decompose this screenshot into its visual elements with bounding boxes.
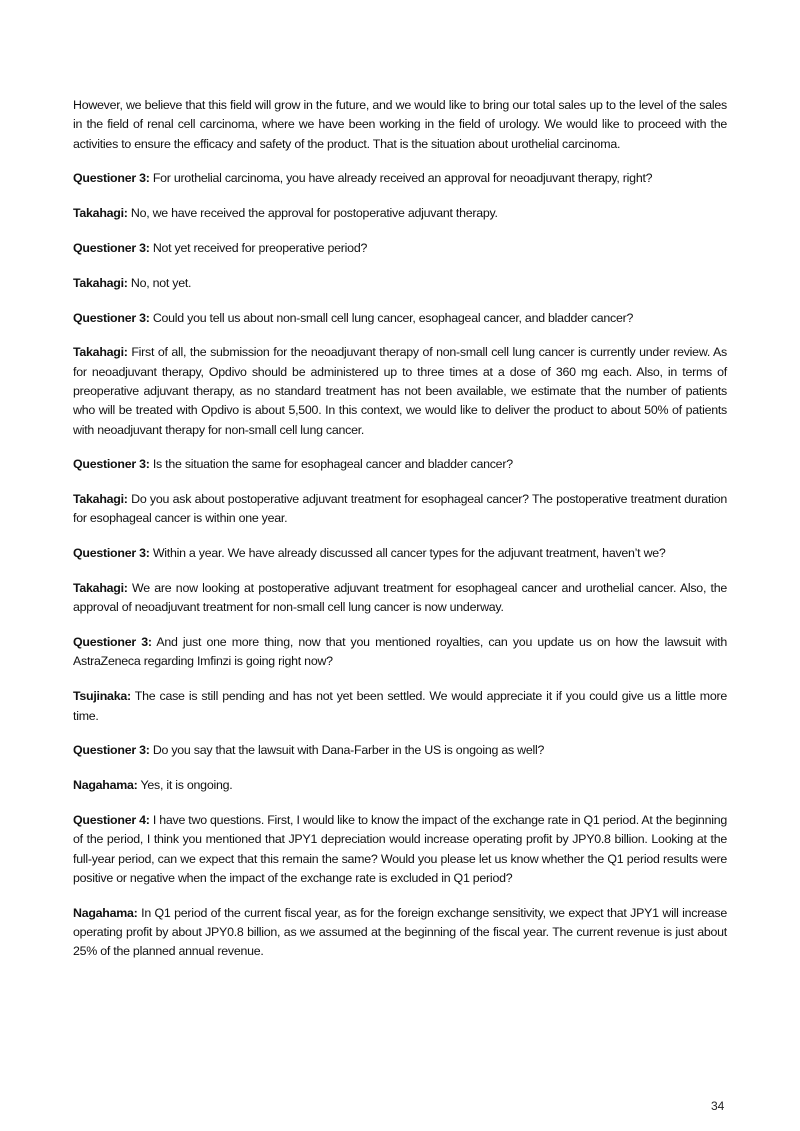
paragraph-text: Is the situation the same for esophageal cancer and bladder cancer? — [149, 457, 513, 472]
speaker-label: Tsujinaka: — [73, 689, 131, 704]
paragraph-text: Within a year. We have already discussed all cancer types for the adjuvant treatment, haven’t we? — [149, 546, 666, 561]
paragraph-text: Yes, it is ongoing. — [137, 778, 233, 793]
paragraph-answer — [73, 204, 727, 223]
page-number: 34 — [711, 1099, 725, 1113]
speaker-label: Takahagi: — [73, 581, 128, 596]
paragraph-answer — [73, 579, 727, 618]
paragraph-text: Do you ask about postoperative adjuvant treatment for esophageal cancer? The postoperative treatment duration for esophageal cancer is within one year. — [73, 492, 727, 526]
speaker-label: Questioner 3: — [73, 635, 152, 650]
paragraph-intro — [73, 96, 727, 154]
paragraph-questioner — [73, 741, 727, 760]
paragraph-answer — [73, 343, 727, 439]
paragraph-text: However, we believe that this field will grow in the future, and we would like to bring our total sales up to the level of the sales in the field of renal cell carcinoma, where we have been working in the field of urology. We would like to proceed with the activities to ensure the efficacy and safety of the product. That is the situation about urothelial carcinoma. — [73, 98, 727, 151]
paragraph-text: We are now looking at postoperative adjuvant treatment for esophageal cancer and urothelial cancer. Also, the approval of neoadjuvant treatment for non-small cell lung cancer is now underway. — [73, 581, 727, 615]
paragraph-answer — [73, 687, 727, 726]
paragraph-answer — [73, 274, 727, 293]
paragraph-text: Do you say that the lawsuit with Dana-Farber in the US is ongoing as well? — [149, 743, 545, 758]
speaker-label: Takahagi: — [73, 345, 128, 360]
speaker-label: Takahagi: — [73, 206, 128, 221]
paragraph-answer — [73, 490, 727, 529]
speaker-label: Questioner 3: — [73, 546, 150, 561]
speaker-label: Questioner 3: — [73, 743, 150, 758]
paragraph-text: No, not yet. — [127, 275, 192, 290]
paragraph-questioner — [73, 239, 727, 258]
speaker-label: Nagahama: — [73, 905, 138, 920]
paragraph-text: Not yet received for preoperative period? — [149, 240, 368, 255]
speaker-label: Questioner 4: — [73, 812, 150, 827]
paragraph-answer — [73, 776, 727, 795]
paragraph-questioner — [73, 633, 727, 672]
speaker-label: Questioner 3: — [73, 171, 150, 186]
speaker-label: Takahagi: — [73, 492, 128, 507]
speaker-label: Questioner 3: — [73, 310, 150, 325]
document-body — [73, 96, 727, 962]
paragraph-text: The case is still pending and has not yet been settled. We would appreciate it if you could give us a little more time. — [73, 689, 727, 723]
paragraph-questioner — [73, 811, 727, 888]
paragraph-questioner — [73, 169, 727, 188]
paragraph-text: I have two questions. First, I would like to know the impact of the exchange rate in Q1 period. At the beginning of the period, I think you mentioned that JPY1 depreciation would increase operating profit by JPY0.8 billion. Looking at the full-year period, can we expect that this remain the same? Would you please let us know whether the Q1 period results were positive or negative when the impact of the exchange rate is excluded in Q1 period? — [73, 812, 727, 885]
paragraph-answer — [73, 904, 727, 962]
paragraph-text: For urothelial carcinoma, you have already received an approval for neoadjuvant therapy, right? — [149, 171, 653, 186]
paragraph-questioner — [73, 455, 727, 474]
paragraph-text: In Q1 period of the current fiscal year, as for the foreign exchange sensitivity, we expect that JPY1 will increase operating profit by about JPY0.8 billion, as we assumed at the beginning of the fiscal year. The current revenue is just about 25% of the planned annual revenue. — [73, 905, 727, 959]
paragraph-text: Could you tell us about non-small cell lung cancer, esophageal cancer, and bladder cancer? — [149, 310, 634, 325]
speaker-label: Questioner 3: — [73, 240, 150, 255]
paragraph-text: First of all, the submission for the neoadjuvant therapy of non-small cell lung cancer is currently under review. As for neoadjuvant therapy, Opdivo should be administered up to three times at a dose of 360 mg each. Also, in terms of preoperative adjuvant therapy, as no standard treatment has not been available, we estimate that the number of patients who will be treated with Opdivo is about 5,500. In this context, we would like to deliver the product to about 50% of patients with neoadjuvant therapy for non-small cell lung cancer. — [73, 345, 727, 437]
paragraph-text: No, we have received the approval for postoperative adjuvant therapy. — [127, 206, 498, 221]
paragraph-text: And just one more thing, now that you mentioned royalties, can you update us on how the lawsuit with AstraZeneca regarding Imfinzi is going right now? — [73, 635, 727, 669]
speaker-label: Nagahama: — [73, 778, 138, 793]
speaker-label: Takahagi: — [73, 275, 128, 290]
paragraph-questioner — [73, 309, 727, 328]
speaker-label: Questioner 3: — [73, 457, 150, 472]
paragraph-questioner — [73, 544, 727, 563]
